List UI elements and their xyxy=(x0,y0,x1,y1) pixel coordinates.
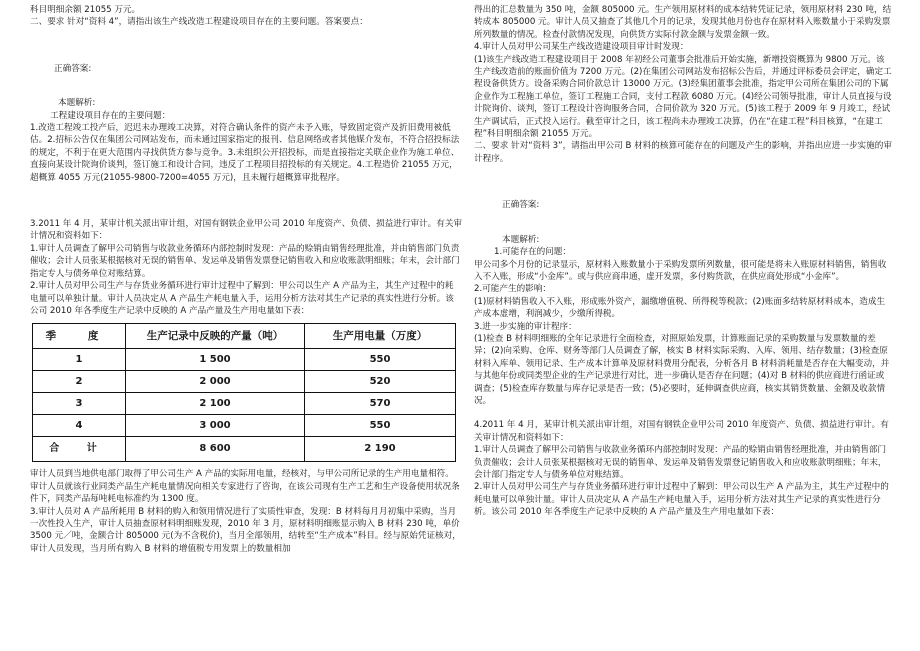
paragraph: 2.审计人员对甲公司生产与存货业务循环进行审计过程中了解到：甲公司以生产 A 产品为主，其生产过程中的耗电量可以单独计量。审计人员决定从 A 产品生产耗电量入手，运用分析方法对其生产记录的真实性进行分析。该公司 2010 年各季度生产记录中反映的 A 产品产量及生产用电量如下表： xyxy=(474,482,889,518)
table-cell: 2 100 xyxy=(126,393,305,415)
table-cell: 2 190 xyxy=(305,437,456,462)
table-cell: 520 xyxy=(305,371,456,393)
table-cell: 合 计 xyxy=(33,437,126,462)
case-intro: 4.2011 年 4 月，某审计机关派出审计组，对国有钢铁企业甲公司 2010 年度资产、负债、损益进行审计。有关审计情况和资料如下： xyxy=(474,420,889,443)
question-heading: 二、要求 针对“资料 4”，请指出该生产线改造工程建设项目存在的主要问题。答案要点： xyxy=(30,17,368,28)
table-cell: 3 000 xyxy=(126,415,305,437)
table-cell: 2 xyxy=(33,371,126,393)
paragraph: 3.审计人员对 A 产品所耗用 B 材料的购入和领用情况进行了实质性审查，发现：B 材料每月月初集中采购，当月一次性投入生产，审计人员抽查原材料明细账发现，2010 年 3 月，原材料明细账显示购入 B 材料 230 吨，单价 3500 元／吨，金额合计 805000 元(为不含税价)，当月全部领用，结转至“生产成本”科目。经与原始凭证核对，审计人员发现，当月所有购入 B 材料的增值税专用发票上的数量相加 xyxy=(30,506,461,554)
paragraph: 1.改造工程竣工投产后，迟迟未办理竣工决算，对符合确认条件的资产未予入账，导致固定资产及折旧费用被低估。2.招标公告仅在集团公司网站发布，而未通过国家指定的报刊、信息网络或者其他媒介发布，不符合招投标法的规定，不利于在更大范围内寻找供货方参与竞争。3.未组织公开招投标，而是直接指定关联企业作为施工单位、直接向某设计院询价谈判，签订施工和设计合同，违反了工程项目招投标的有关规定。4.工程造价 21055 万元，超概算 4055 万元(21055-9800-7200=4055 万元)，且未履行超概算审批程序。 xyxy=(30,123,460,183)
column-header: 生产记录中反映的产量（吨） xyxy=(126,324,305,349)
right-column xyxy=(474,4,892,519)
analysis-label: 本题解析: xyxy=(58,98,96,109)
table-cell: 4 xyxy=(33,415,126,437)
table-cell: 570 xyxy=(305,393,456,415)
paragraph: (1)原材料销售收入不入账，形成账外资产，漏缴增值税、所得税等税款；(2)账面多结转原材料成本，造成生产成本虚增，利润减少，少缴所得税。 xyxy=(474,296,886,320)
left-column xyxy=(30,4,462,555)
table-total-row xyxy=(33,437,456,462)
production-table xyxy=(32,323,456,462)
table-header-row xyxy=(33,324,456,349)
section-heading: 1.可能存在的问题： xyxy=(494,247,571,258)
table-cell: 1 xyxy=(33,349,126,371)
table-cell: 3 xyxy=(33,393,126,415)
table-cell: 1 500 xyxy=(126,349,305,371)
paragraph: 3.进一步实施的审计程序： xyxy=(474,321,577,332)
column-header: 季 度 xyxy=(33,324,126,349)
paragraph: (1)该生产线改造工程建设项目于 2008 年初经公司董事会批准后开始实施，新增投资概算为 9800 万元。该生产线改造前的账面价值为 7200 万元。(2)在集团公司网站发布招标公告后，并通过评标委员会评定，确定工程设备供货方。设备采购合同价款总计 13000 万元。(3)经集团董事会批准，指定甲公司所在集团公司的下属企业作为工程施工单位，签订工程施工合同，支付工程款 6080 万元。(4)经公司领导批准，审计人员直接与设计院询价、谈判，签订工程设计咨询服务合同，合同价款为 320 万元。(5)该工程于 2009 年 9 月竣工，经试生产调试后，正式投入运行。截至审计之日，该工程尚未办理竣工决算，仍在“在建工程”科目核算，“在建工程”科目明细余额 21055 万元。 xyxy=(474,54,892,140)
analysis-label: 本题解析: xyxy=(502,234,540,245)
table-row xyxy=(33,393,456,415)
paragraph: 甲公司多个月份的记录显示，原材料入账数量小于采购发票所列数量，很可能是将未入账原材料销售，销售收入不入账，形成“小金库”。或与供应商串通，虚开发票，多付购货款，在供应商处形成“小金库”。 xyxy=(474,259,887,282)
paragraph: 科目明细余额 21055 万元。 xyxy=(30,5,141,15)
table-cell: 8 600 xyxy=(126,437,305,462)
question-heading: 二、要求 针对“资料 3”，请指出甲公司 B 材料的核算可能存在的问题及产生的影响，并指出应进一步实施的审计程序。 xyxy=(474,141,892,164)
table-row xyxy=(33,349,456,371)
paragraph: 1.审计人员调查了解甲公司销售与收款业务循环内部控制时发现：产品的赊销由销售经理批准，并由销售部门负责催收；会计人员张某根据核对无误的销售单、发运单及销售发票登记销售收入和应收账款明细账；年末，会计部门指定专人与债务单位对账结算。 xyxy=(30,243,460,279)
table-cell: 550 xyxy=(305,415,456,437)
table-cell: 2 000 xyxy=(126,371,305,393)
column-header: 生产用电量（万度） xyxy=(305,324,456,349)
paragraph: 得出的汇总数量为 350 吨，金额 805000 元。生产领用原材料的成本结转凭证记录，领用原材料 230 吨，结转成本 805000 元。审计人员又抽查了其他几个月的记录，发现其他月份也存在原材料入账数量小于采购发票所列数量的情况。检查付款情况发现，向供货方实际付款金额与发票金额一致。 xyxy=(474,5,892,40)
table-row xyxy=(33,371,456,393)
case-intro: 3.2011 年 4 月，某审计机关派出审计组，对国有钢铁企业甲公司 2010 年度资产、负债、损益进行审计。有关审计情况和资料如下： xyxy=(30,219,463,242)
paragraph: 1.审计人员调查了解甲公司销售与收款业务循环内部控制时发现：产品的赊销由销售经理批准，并由销售部门负责催收；会计人员张某根据核对无误的销售单、发运单及销售发票登记销售收入和应收账款明细账；年末，会计部门指定专人与债务单位对账结算。 xyxy=(474,445,887,480)
paragraph: (1)检查 B 材料明细账的全年记录进行全面检查，对照原始发票，计算账面记录的采购数量与发票数量的差异；(2)向采购、仓库、财务等部门人员调查了解，核实 B 材料实际采购、入库、领用、结存数量；(3)检查原材料入库单、领用记录、生产成本计算单及原材料费用分配表，分析各月 B 材料消耗量是否存在大幅变动，并与其他年份或同类型企业的生产记录进行对比，进一步确认是否存在问题；(4)对 B 材料的供应商进行函证或调查；(5)检查库存数量与库存记录是否一致；(5)必要时，延伸调查供应商，核实其销货数量、金额及收款情况。 xyxy=(474,333,890,406)
table-cell: 550 xyxy=(305,349,456,371)
section-heading: 工程建设项目存在的主要问题： xyxy=(50,110,171,121)
answer-label: 正确答案: xyxy=(502,200,540,211)
table-row xyxy=(33,415,456,437)
paragraph: 2.审计人员对甲公司生产与存货业务循环进行审计过程中了解到：甲公司以生产 A 产品为主，其生产过程中的耗电量可以单独计量。审计人员决定从 A 产品生产耗电量入手，运用分析方法对其生产记录的真实性进行分析。该公司 2010 年各季度生产记录中反映的 A 产品产量及生产用电量如下表： xyxy=(30,281,454,316)
paragraph: 2.可能产生的影响： xyxy=(474,284,551,295)
answer-label: 正确答案: xyxy=(54,63,92,74)
paragraph: 审计人员到当地供电部门取得了甲公司生产 A 产品的实际用电量，经核对，与甲公司所记录的生产用电量相符。审计人员就该行业同类产品生产耗电量情况向相关专家进行了咨询，在该公司现有生产工艺和生产设备使用状况条件下，同类产品每吨耗电标准约为 1300 度。 xyxy=(30,469,460,505)
paragraph: 4.审计人员对甲公司某生产线改造建设项目审计时发现： xyxy=(474,42,689,53)
